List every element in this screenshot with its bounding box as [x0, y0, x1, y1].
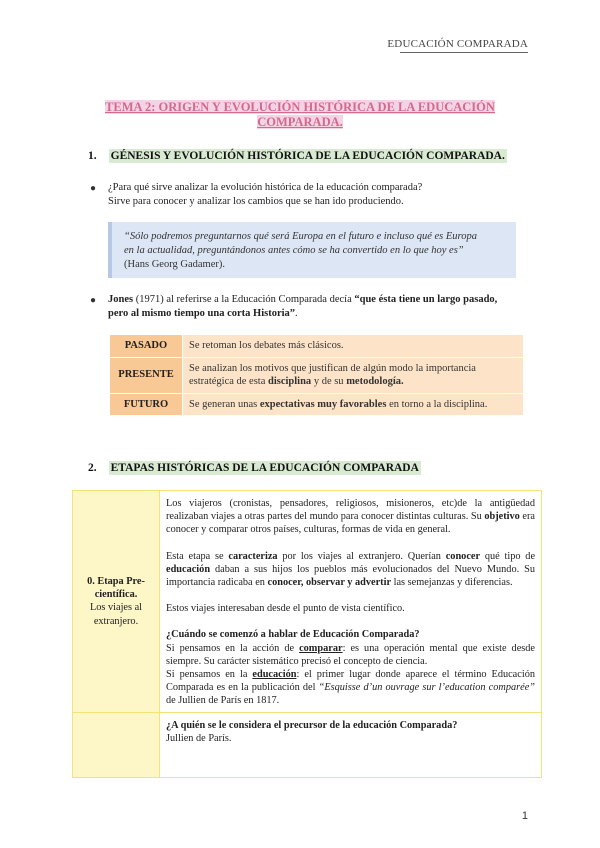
jones-quote-1: “que ésta tiene un largo pasado,	[354, 294, 498, 305]
paragraph: Estos viajes interesaban desde el punto de vista científico.	[166, 603, 405, 615]
page-header: EDUCACIÓN COMPARADA	[387, 38, 528, 50]
paragraph	[166, 550, 535, 590]
p1-text: Los viajeros (cronistas, pensadores, religiosos, misioneros, etc)de la antigüedad realizaban viajes a otras partes del mundo para conocer distintas culturas. Su	[166, 498, 535, 523]
bullet-2-end: .	[295, 307, 298, 319]
table-row	[110, 335, 524, 358]
answer-text: : el primer lugar donde aparece el término Educación Comparada es en la publicación del	[166, 669, 535, 694]
table-row	[73, 491, 542, 713]
quote-line-2: en la actualidad, preguntándonos antes cómo se ha convertido en lo que hoy es”	[124, 245, 464, 256]
page-number: 1	[521, 810, 528, 822]
futuro-text-2: en torno a la disciplina.	[386, 398, 488, 410]
table-row	[110, 393, 524, 416]
row-key: FUTURO	[110, 393, 183, 416]
bullet-2-text: (1971) al referirse a la Educación Comparada decía	[133, 294, 355, 305]
question-1: ¿Cuándo se comenzó a hablar de Educación Comparada?	[166, 629, 420, 641]
paragraph	[166, 497, 535, 537]
p2-bold: educación	[166, 563, 211, 575]
section-1-title: GÉNESIS Y EVOLUCIÓN HISTÓRICA DE LA EDUCACIÓN COMPARADA.	[110, 150, 505, 162]
title-line-2: COMPARADA.	[257, 115, 343, 129]
row-value	[183, 393, 524, 416]
p2-text: las semejanzas y diferencias.	[391, 577, 513, 589]
quote-author: (Hans Georg Gadamer).	[124, 259, 225, 270]
paragraph	[166, 628, 535, 707]
section-2-heading	[88, 462, 421, 474]
presente-text-1: Se analizan los motivos que justifican de algún modo la importancia estratégica de esta	[189, 362, 476, 387]
row-value: Se retoman los debates más clásicos.	[183, 335, 524, 358]
p2-bold: caracteriza	[228, 550, 278, 562]
answer-2: Jullien de París.	[166, 732, 232, 744]
stages-table	[72, 490, 542, 778]
row-key: PASADO	[110, 335, 183, 358]
header-rule	[400, 52, 528, 53]
bullet-1-question: ¿Para qué sirve analizar la evolución histórica de la educación comparada?	[108, 182, 423, 193]
jones-quote-2: pero al mismo tiempo una corta Historia”	[108, 307, 296, 319]
presente-text-2: y de su	[311, 376, 347, 387]
answer-bold: educación	[252, 669, 297, 681]
bullet-2	[108, 293, 533, 320]
table-row	[110, 357, 524, 393]
p1-bold: objetivo	[484, 511, 520, 523]
stage-desc: Los viajes al extranjero.	[89, 602, 143, 627]
row-key: PRESENTE	[110, 357, 183, 393]
p2-text: daban a sus hijos los pueblos más evolucionados del Nuevo Mundo. Su importancia radicaba en	[166, 563, 535, 589]
answer-text: de Jullien de París en 1817.	[166, 695, 280, 707]
answer-bold: comparar	[299, 642, 343, 654]
p1-text-end: era conocer y comparar otros países, culturas, formas de vida en general.	[166, 511, 535, 536]
time-table	[109, 334, 524, 416]
row-value	[183, 357, 524, 393]
jones-name: Jones	[108, 294, 134, 305]
document-title	[90, 100, 510, 130]
bullet-1	[108, 181, 528, 208]
gadamer-quote	[108, 222, 516, 278]
stage-title: 0. Etapa Pre-científica.	[87, 575, 145, 601]
answer-text: Si pensamos en la acción de	[166, 642, 300, 654]
table-row	[73, 712, 542, 777]
publication-title: “Esquisse d’un ouvrage sur l’education comparée”	[318, 682, 536, 694]
futuro-text-1: Se generan unas	[189, 398, 260, 410]
section-1-number: 1.	[88, 150, 97, 162]
answer-text: : es una operación mental que existe desde siempre. Su carácter sistemático precisó el concepto de ciencia.	[166, 642, 535, 667]
p2-text: qué tipo de	[480, 550, 536, 562]
bullet-1-answer: Sirve para conocer y analizar los cambios que se han ido produciendo.	[108, 195, 404, 207]
quote-line-1: “Sólo podremos preguntarnos qué será Europa en el futuro e incluso qué es Europa	[124, 231, 477, 242]
section-2-title: ETAPAS HISTÓRICAS DE LA EDUCACIÓN COMPARADA	[110, 462, 419, 474]
stage-content	[160, 491, 542, 713]
presente-bold-2: metodología.	[346, 376, 404, 387]
stage-label-cell	[73, 491, 160, 713]
p2-text: Esta etapa se	[166, 550, 229, 562]
title-line-1: TEMA 2: ORIGEN Y EVOLUCIÓN HISTÓRICA DE LA EDUCACIÓN	[105, 100, 495, 114]
bullet-icon: ●	[90, 183, 97, 194]
bullet-icon: ●	[90, 295, 97, 306]
p2-bold: conocer, observar y advertir	[267, 577, 392, 589]
section-2-number: 2.	[88, 462, 97, 474]
p2-text: por los viajes al extranjero. Querían	[277, 550, 446, 562]
answer-text: Si pensamos en la	[166, 669, 253, 681]
empty-cell	[73, 712, 160, 777]
futuro-bold-1: expectativas muy favorables	[259, 398, 387, 410]
p2-bold: conocer	[445, 550, 481, 562]
presente-bold-1: disciplina	[268, 376, 312, 387]
question-2: ¿A quién se le considera el precursor de la educación Comparada?	[166, 719, 458, 731]
precursor-content	[160, 712, 542, 777]
section-1-heading	[88, 150, 507, 162]
